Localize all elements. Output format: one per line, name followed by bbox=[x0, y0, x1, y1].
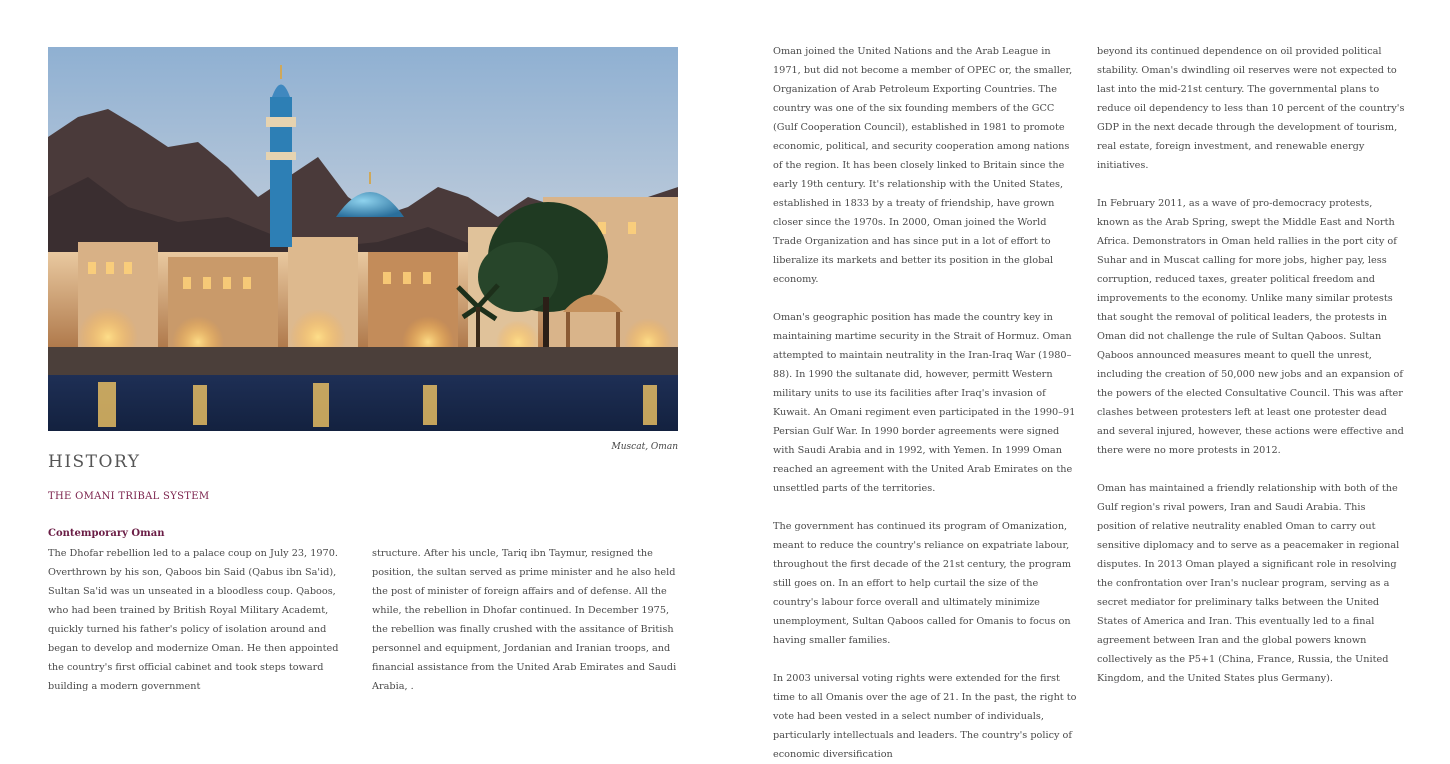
paragraph: structure. After his uncle, Tariq ibn Taymur, resigned the position, the sultan served as prime minister and he also held the post of minister of foreign affairs and of defense. All the while, the rebellion in Dhofar continued. In December 1975, the rebellion was finally crushed with the assitance of British personnel and equipment, Jordanian and Iranian troops, and financial assistance from the United Arab Emirates and Saudi Arabia, . bbox=[372, 548, 677, 692]
paragraph: Oman's geographic position has made the country key in maintaining martime security in the Strait of Hormuz. Oman attempted to maintain neutrality in the Iran-Iraq War (1980–88). In 1990 the sultanate did, however, permitt Western military units to use its facilities after Iraq's invasion of Kuwait. An Omani regiment even participated in the 1990–91 Persian Gulf War. In 1990 border agreements were signed with Saudi Arabia and in 1992, with Yemen. In 1999 Oman reached an agreement with the United Arab Emirates on the unsettled parts of the territories. bbox=[773, 312, 1076, 494]
subsection-title: THE OMANI TRIBAL SYSTEM bbox=[48, 491, 210, 502]
paragraph: beyond its continued dependence on oil provided political stability. Oman's dwindling oil reserves were not expected to last into the mid-21st century. The governmental plans to reduce oil dependency to less than 10 percent of the country's GDP in the next decade through the development of tourism, real estate, foreign investment, and renewable energy initiatives. bbox=[1097, 46, 1405, 171]
paragraph: In 2003 universal voting rights were extended for the first time to all Omanis over the age of 21. In the past, the right to vote had been vested in a select number of individuals, particularly intellectuals and leaders. The country's policy of economic diversification bbox=[773, 673, 1077, 760]
text-column-1 bbox=[48, 544, 344, 696]
text-column-3 bbox=[773, 42, 1078, 764]
muscat-photo bbox=[48, 47, 678, 431]
text-column-2 bbox=[372, 544, 682, 696]
section-title: HISTORY bbox=[48, 452, 141, 472]
paragraph: In February 2011, as a wave of pro-democracy protests, known as the Arab Spring, swept the Middle East and North Africa. Demonstrators in Oman held rallies in the port city of Suhar and in Muscat calling for more jobs, higher pay, less corruption, reduced taxes, greater political freedom and improvements to the economy. Unlike many similar protests that sought the removal of political leaders, the protests in Oman did not challenge the rule of Sultan Qaboos. Sultan Qaboos announced measures meant to quell the unrest, including the creation of 50,000 new jobs and an expansion of the powers of the elected Consultative Council. This was after clashes between protesters left at least one protester dead and several injured, however, these actions were effective and there were no more protests in 2012. bbox=[1097, 198, 1404, 456]
paragraph: The government has continued its program of Omanization, meant to reduce the country's reliance on expatriate labour, throughout the first decade of the 21st century, the program still goes on. In an effort to help curtail the size of the country's labour force overall and ultimately minimize unemployment, Sultan Qaboos called for Omanis to focus on having smaller families. bbox=[773, 521, 1072, 646]
paragraph: The Dhofar rebellion led to a palace coup on July 23, 1970. Overthrown by his son, Qaboos bin Said (Qabus ibn Sa'id), Sultan Sa'id was un unseated in a bloodless coup. Qaboos, who had been trained by British Royal Military Academt, quickly turned his father's policy of isolation around and began to develop and modernize Oman. He then appointed the country's first official cabinet and took steps toward building a modern government bbox=[48, 548, 339, 692]
subhead: Contemporary Oman bbox=[48, 528, 165, 539]
photo-caption: Muscat, Oman bbox=[611, 442, 678, 452]
paragraph: Oman has maintained a friendly relationship with both of the Gulf region's rival powers, Iran and Saudi Arabia. This position of relative neutrality enabled Oman to carry out sensitive diplomacy and to serve as a peacemaker in regional disputes. In 2013 Oman played a significant role in resolving the confrontation over Iran's nuclear program, serving as a secret mediator for preliminary talks between the United States of America and Iran. This eventually led to a final agreement between Iran and the global powers known collectively as the P5+1 (China, France, Russia, the United Kingdom, and the United States plus Germany). bbox=[1097, 483, 1400, 684]
paragraph: Oman joined the United Nations and the Arab League in 1971, but did not become a member of OPEC or, the smaller, Organization of Arab Petroleum Exporting Countries. The country was one of the six founding members of the GCC (Gulf Cooperation Council), established in 1981 to promote economic, political, and security cooperation among nations of the region. It has been closely linked to Britain since the early 19th century. It's relationship with the United States, established in 1833 by a treaty of friendship, have grown closer since the 1970s. In 2000, Oman joined the World Trade Organization and has since put in a lot of effort to liberalize its markets and better its position in the global economy. bbox=[773, 46, 1073, 285]
text-column-4 bbox=[1097, 42, 1405, 688]
